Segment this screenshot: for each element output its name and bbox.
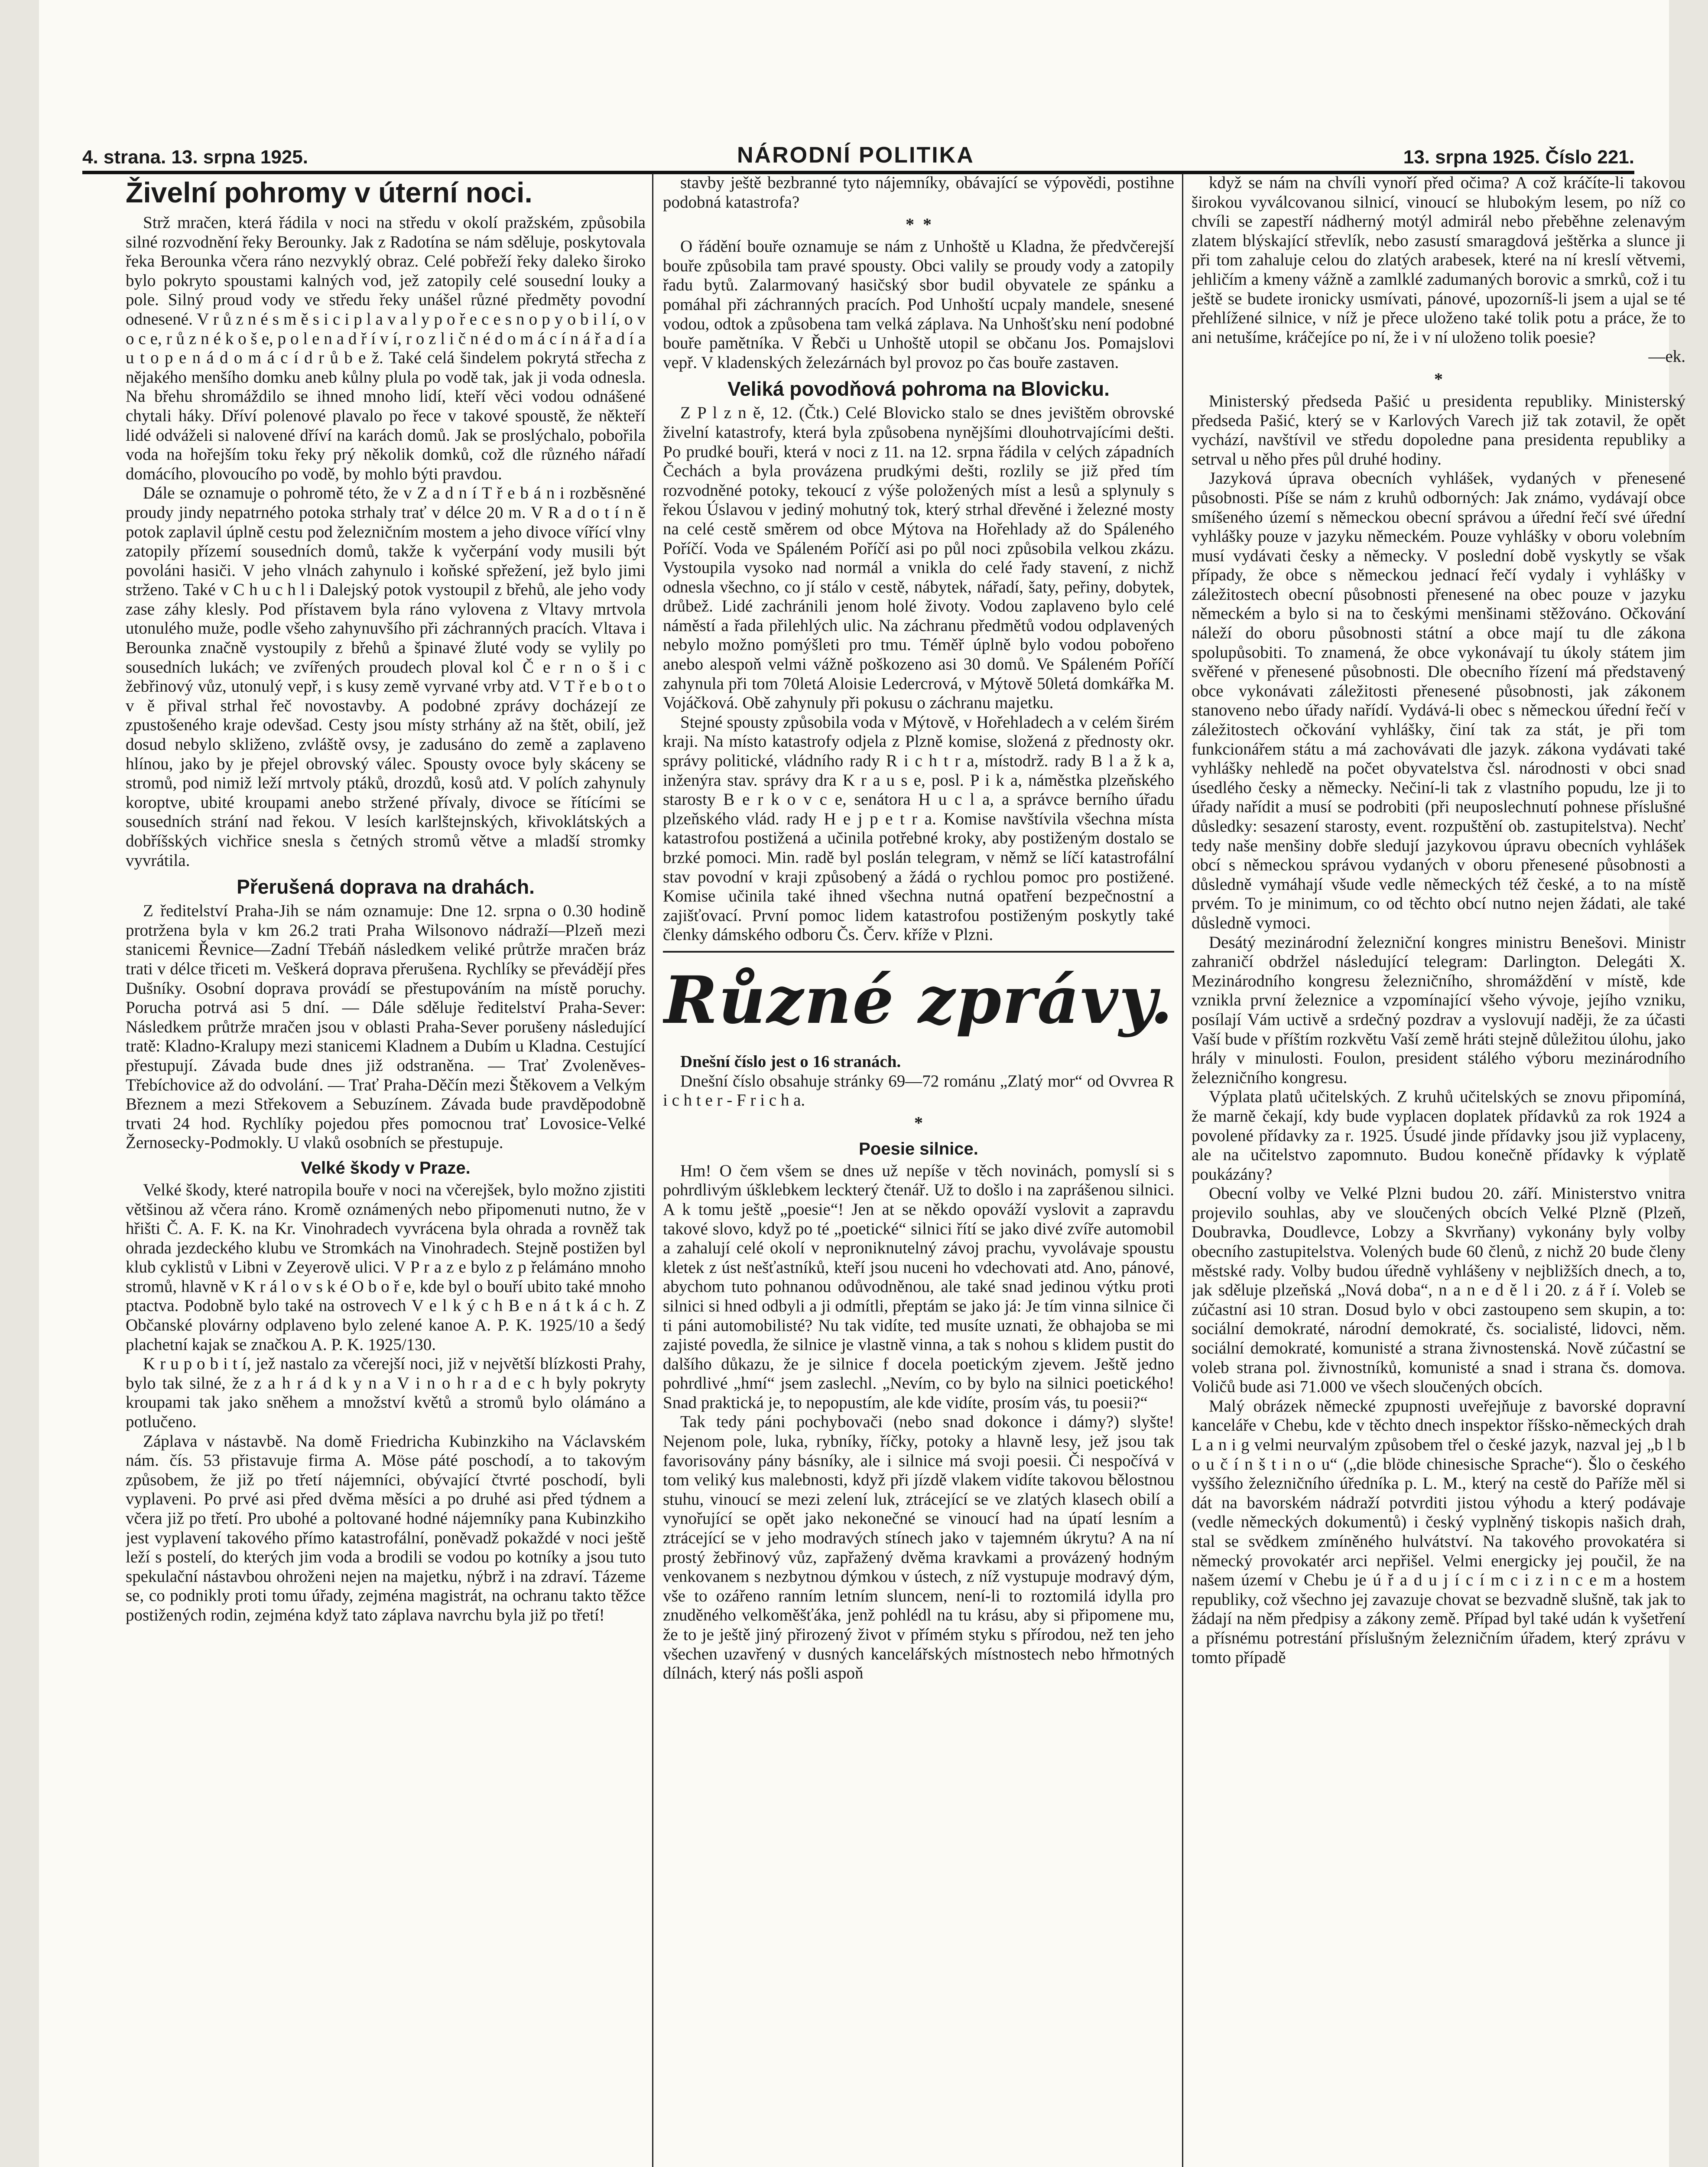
separator-star: *: [1434, 369, 1443, 389]
article-paragraph: Dále se oznamuje o pohromě této, že v Z a d n í T ř e b á n i rozběsněné proudy jindy nepatrného potoka strhaly trať v délce 20 m. V R a d o t í n ě potok zaplavil úplně cestu pod železničním mostem a jeho divoce vířící vlny zatopily přízemí sousedních domů, takže k vyčerpání vody musili být povoláni hasiči. V jeho vlnách zahynulo i koňské spřežení, jež bylo jimi strženo. Také v C h u c h l i Dalejský potok vystoupil z břehů, ale jeho vody zase záhy klesly. Pod přístavem byla ráno vylovena z Vltavy mrtvola utonulého muže, podle všeho zahynuvšího při záchranných pracích. Vltava i Berounka značně vystoupily z břehů a špinavé žluté vody se vylily po sousedních lukách; ve zvířených proudech ploval kol Č e r n o š i c žebřinový vůz, utonulý vepř, i s kusy země vyrvané vrby atd. V T ř e b o t o v ě přival strhal řeč novostavby. A podobné zprávy docházejí ze zpustošeného kraje odevšad. Cesty jsou místy strhány až na štět, obilí, jež dosud nebylo skliženo, zvláště ovsy, je zadusáno do země a zaplaveno hlínou, jako by je přejel obrovský válec. Spousty ovoce byly skáceny se stromů, pod nimiž leží mrtvoly ptáků, drozdů, kosů atd. V polích zahynuly koroptve, ubité kroupami anebo stržené přívaly, divoce se řítícími se sousedních strání nad řekou. V lesích karlštejnských, křivoklátských a dobříšských vichřice snesla s četných stromů větve a mladší stromky vyvrátila.: [126, 484, 646, 870]
article-paragraph: Stejné spousty způsobila voda v Mýtově, v Hořehladech a v celém širém kraji. Na místo katastrofy odjela z Plzně komise, složená z přednosty okr. správy politické, vládního rady R i c h t r a, místodrž. rady B l a ž k a, inženýra stav. správy dra K r a u s e, posl. P i k a, náměstka plzeňského starosty B e r k o v c e, senátora H u c l a, a správce berního úřadu plzeňského vlád. rady H e j p e t r a. Komise navštívila všechna místa katastrofou postižená a učinila potřebné kroky, aby postiženým dostalo se brzké pomoci. Min. radě byl poslán telegram, v němž se líčí katastrofální stav povodní v kraji způsobený a žádá o rychlou pomoc pro postižené. Komise učinila také ihned všechna nutná opatření bezpečnostní a zajišťovací. První pomoc lidem katastrofou postiženým poskytly také členky dámského odboru Čs. Červ. kříže v Plzni.: [663, 713, 1174, 944]
header-date-left: 4. strana. 13. srpna 1925.: [82, 146, 308, 168]
column-1: [126, 173, 646, 2167]
article-paragraph: Strž mračen, která řádila v noci na středu v okolí pražském, způsobila silné rozvodnění řeky Berounky. Jak z Radotína se nám sděluje, poskytovala řeka Berounka včera ráno nezvyklý obraz. Celé pobřeží řeky daleko široko bylo pokryto spoustami kalných vod, jež zatopily celé sousední louky a pole. Silný proud vody ve středu řeky unášel různé předměty povodní odnesené. V r ů z n é s m ě s i c i p l a v a l y p o ř e c e s n o p y o b i l í, o v o c e, r ů z n é k o š e, p o l e n a d ř í v í, r o z l i č n é d o m á c í n á ř a d í a u t o p e n á d o m á c í d r ů b e ž. Také celá šindelem pokrytá střecha z nějakého menšího domku aneb kůlny plula po vodě tak, jak ji voda odnesla. Na břehu shromáždilo se ihned mnoho lidí, kteří věci vodou odnášené chytali háky. Dříví polenové plavalo po řece v takové spoustě, že někteří lidé odváželi si nalovené dříví na karách domů. Jak se proslýchalo, pobořila voda na hořejším toku řeky prý několik domků, což dle různého nářadí domácího, plovoucího po vodě, by mohlo býti pravdou.: [126, 213, 646, 483]
article-paragraph: stavby ještě bezbranné tyto nájemníky, obávající se výpovědi, postihne podobná katastrofa?: [663, 173, 1174, 211]
column-3: [1192, 173, 1685, 2167]
article-paragraph: Tak tedy páni pochybovači (nebo snad dokonce i dámy?) slyšte! Nejenom pole, luka, rybníky, říčky, potoky a hlavně lesy, jež jsou tak favorisovány pány básníky, ale i silnice má svoji poesii. Či nespočívá v tom veliký kus malebnosti, když při jízdě vlakem vidíte takovou bělostnou stuhu, vinoucí se mezi zelení luk, ztrácející se ve zlatých klasech obilí a vynořující se opět jako nekonečné se vinoucí had na úpatí lesním a ztrácející se v jeho modravých stínech jako v tajemném úkrytu? A na ní prostý žebřinový vůz, zapřažený dvěma kravkami a provázený hodným venkovanem s nezbytnou dýmkou v ústech, z níž vystupuje modravý dým, vše to ozářeno ranním letním sluncem, není-li to roztomilá idylla pro znuděného velkoměšťáka, jenž pohlédl na tu krásu, aby si připomene mu, že to je ještě jiný přirozený život v přímém styku s přírodou, než ten jeho všechen uzavřený v dusných kancelářských místnostech nebo hřmotných dílnách, který nás pošli aspoň: [663, 1412, 1174, 1683]
article-paragraph: Z P l z n ě, 12. (Čtk.) Celé Blovicko stalo se dnes jevištěm obrovské živelní katastrofy, která byla způsobena nynějšími dlouhotrvajícími dešti. Po prudké bouři, která v noci z 11. na 12. srpna řádila v celých západních Čechách a byla provázena prudkými dešti, rozlily se již před tím rozvodněné potoky, tekoucí z výše položených míst a lesů a splynuly s řekou Úslavou v jediný mohutný tok, který strhal dřevěné i železné mosty na celé cestě směrem od obce Mýtova na Hořehlady až do Spáleného Poříčí. Voda ve Spáleném Poříčí asi po půl noci způsobila velkou zkázu. Vystoupila vysoko nad normál a vnikla do celé řady stavení, z nichž odnesla všechno, co jí stálo v cestě, nábytek, nářadí, šaty, peřiny, dobytek, drůbež. Lidé zachránili jenom holé životy. Vodou zaplaveno bylo celé náměstí a řada přilehlých ulic. Na záchranu předmětů vodou odplavených nebylo možno pomýšleti pro tmu. Téměř úplně bylo vodou pobořeno anebo alespoň velmi vážně poškozeno asi 30 domů. Ve Spáleném Poříčí zahynula při tom 70letá Aloisie Ledercrová, v Mýtově 50letá domkářka M. Vojáčková. Obě zahynuly při pokusu o záchranu majetku.: [663, 403, 1174, 713]
article-paragraph: Desátý mezinárodní železniční kongres ministru Benešovi. Ministr zahraničí obdržel následující telegram: Darlington. Delegáti X. Mezinárodního kongresu železničního, shromáždění v místě, kde vznikla první železnice a vzpomínající všeho vývoje, jejího vzniku, posílají Vám uctivě a srdečný pozdrav a vyslovují naději, že za účasti Vaší bude v příštím rozkvětu Vaší země hráti stejně důležitou úlohu, jako hrály v minulosti. Foulon, president stálého výboru mezinárodního železničního kongresu.: [1192, 933, 1685, 1087]
header-date-right: 13. srpna 1925. Číslo 221.: [1403, 146, 1634, 168]
section-heading: Přerušená doprava na drahách.: [237, 875, 535, 898]
article-paragraph: Záplava v nástavbě. Na domě Friedricha Kubinzkiho na Václavském nám. čís. 53 přistavuje firma A. Möse páté poschodí, a to takovým způsobem, že již po třetí nájemníci, obývající čtvrté poschodí, byli vyplaveni. Po prvé asi před dvěma měsíci a po druhé asi před týdnem a včera již po třetí. Pro ubohé a poltované hodné nájemníky pana Kubinzkiho jest vyplavení takového přímo katastrofální, poněvadž pokaždé v noci ještě leží s postelí, do kterých jim voda a brodili se vodou po kotníky a jsou tuto spekulační nástavbou ohroženi nejen na majetku, nýbrž i na zdraví. Tázeme se, co podnikly proti tomu úřady, zejména magistrát, na ochranu takto těžce postižených rodin, zejména když tato záplava navrchu byla již po třetí!: [126, 1432, 646, 1624]
separator-stars: * *: [906, 215, 932, 234]
article-paragraph: O řádění bouře oznamuje se nám z Unhoště u Kladna, že předvčerejší bouře způsobila tam pravé spousty. Obci valily se proudy vody a zatopily řadu bytů. Zalarmovaný hasičský sbor budil obyvatele ze spánku a pomáhal při záchranných pracích. Pod Unhoští ucpaly mandele, snesené vodou, odtok a způsobena tam velká záplava. Na Unhošťsku není podobné bouře pamětníka. V Řebči u Unhoště utopil se občanu Jos. Pomajslovi vepř. V kladenských železárnách byl provoz po čas bouře zastaven.: [663, 237, 1174, 372]
article-paragraph: Velké škody, které natropila bouře v noci na včerejšek, bylo možno zjistiti většinou až včera ráno. Kromě oznámených nebo připomenuti nutno, že v hřišti Č. A. F. K. na Kr. Vinohradech vyvrácena byla ohrada a rovněž tak ohrada jezdeckého klubu ve Stromkách na Vinohradech. Stejně postižen byl klub cyklistů v Libni v Zeyerově ulici. V P r a z e bylo z p řelámáno mnoho stromů, hlavně v K r á l o v s k é O b o ř e, kde byl o bouří ubito také mnoho ptactva. Podobně bylo také na ostrovech V e l k ý c h B e n á t k á c h. Z Občanské plovárny odplaveno bylo zelené kanoe A. P. K. 1925/10 a šedý plachetní kajak se značkou A. P. K. 1925/130.: [126, 1180, 646, 1354]
article-paragraph: Malý obrázek německé zpupnosti uveřejňuje z bavorské dopravní kanceláře v Chebu, kde v těchto dnech inspektor říšsko-německých drah L a n i g velmi neurvalým způsobem třel o české jazyk, nazval jej „b l b o u č í n š t i n o u“ („die blöde chinesische Sprache“). Šlo o českého vyššího železničního úředníka p. L. M., který na cestě do Paříže měl si dát na bavorském nádraží potvrditi jistou výhodu a který podávaje (vedle německých dokumentů) i český vyplněný tiskopis našich drah, stal se svědkem zmíněného hulvátství. Na takového provokatéra si německý provokatér arci nepřišel. Velmi energicky jej poučil, že na našem území v Chebu je ú ř a d u j í c í m c i z i n c e m a hostem republiky, což všechno jej zavazuje chovat se bezvadně slušně, tak jak to žádají na něm předpisy a zákony země. Případ byl také udán k vyšetření a přísnému potrestání příslušným železničním úřadem, který zprávu v tomto případě: [1192, 1396, 1685, 1667]
article-title: Živelní pohromy v úterní noci.: [126, 176, 533, 208]
section-heading: Velké škody v Praze.: [301, 1158, 471, 1178]
article-paragraph: když se nám na chvíli vynoří před očima? A což kráčíte-li takovou širokou vyválcovanou silnicí, vinoucí se hlubokým lesem, po níž co chvíli se zapestří nádherný motýl admirál nebo přeběhne zelenavým zlatem blýskající střevlík, nebo zasustí smaragdová ještěrka a slunce ji při tom zahaluje celou do zlatých arabesek, které na ní kreslí větvemi, jehličím a kmeny vážně a zamlklé zadumaných borovic a smrků, což i tu ještě se budete ironicky usmívati, pánové, upozorníš-li jsem a ujal se té přehlížené silnice, v níž je přece uloženo také tolik potu a práce, že to ani netušíme, kráčejíce po ní, že i v ní uloženo tolik poesie?: [1192, 173, 1685, 347]
divider-rule: [663, 951, 1174, 953]
newspaper-page: [39, 0, 1685, 2167]
rubric-title: Různé zprávy.: [663, 962, 1174, 1038]
separator-star: *: [914, 1113, 923, 1132]
article-paragraph: Ministerský předseda Pašić u presidenta republiky. Ministerský předseda Pašić, který se v Karlových Varech již tak zotavil, že opět vychází, navštívil ve středu dopoledne pana presidenta republiky a setrval u něho přes půl druhé hodiny.: [1192, 391, 1685, 469]
notice: Dnešní číslo jest o 16 stranách.: [680, 1052, 901, 1071]
article-paragraph: K r u p o b i t í, jež nastalo za včerejší noci, již v největší blízkosti Prahy, bylo tak silné, že z a h r á d k y n a V i n o h r a d e c h byly pokryty kroupami tak jako sněhem a množství květů a stromů bylo olámáno a potlučeno.: [126, 1354, 646, 1432]
section-heading: Poesie silnice.: [859, 1139, 978, 1158]
article-paragraph: Výplata platů učitelských. Z kruhů učitelských se znovu připomíná, že marně čekají, kdy bude vyplacen doplatek přídavků za rok 1924 a povolené přídavky za r. 1925. Úsudé jinde přídavky jsou již vyplaceny, ale na učitelstvo zapomnuto. Budou konečně přídavky k výplatě poukázány?: [1192, 1087, 1685, 1184]
column-divider: [1182, 173, 1183, 2167]
section-heading: Veliká povodňová pohroma na Blovicku.: [727, 377, 1110, 400]
column-divider: [652, 173, 653, 2167]
article-paragraph: Dnešní číslo obsahuje stránky 69—72 románu „Zlatý mor“ od Ovvrea R i c h t e r - F r i c h a.: [663, 1071, 1174, 1110]
page-header: [82, 138, 1634, 174]
masthead-title: NÁRODNÍ POLITIKA: [737, 143, 974, 168]
article-paragraph: Obecní volby ve Velké Plzni budou 20. září. Ministerstvo vnitra projevilo souhlas, aby ve sloučených obcích Velké Plzně (Plzeň, Doubravka, Doudlevce, Lobzy a Skvrňany) vykonány byly volby obecního zastupitelstva. Volených bude 60 členů, z nichž 20 bude členy městské rady. Volby budou úředně vyhlášeny v nejbližších dnech, a to, jak sděluje plzeňská „Nová doba“, n a n e d ě l i 20. z á ř í. Voleb se zúčastní asi 10 stran. Dosud bylo v obci zastoupeno sem skupin, a to: sociální demokraté, národní demokraté, čs. socialisté, lidovci, něm. sociální demokraté, komunisté a strana živnostenská. Nově zúčastní se voleb strana pol. živnostníků, komunisté a snad i strana čs. domova. Voličů bude asi 71.000 ve všech sloučených obcích.: [1192, 1184, 1685, 1396]
article-paragraph: Hm! O čem všem se dnes už nepíše v těch novinách, pomyslí si s pohrdlivým úšklebkem leckterý čtenář. Už to došlo i na zaprášenou silnici. A k tomu ještě „poesie“! Jen at se někdo opováží vyslovit a zapravdu takové slovo, když po té „poetické“ silnici řítí se jako divé zvíře automobil a zahalují celé okolí v neproniknutelný závoj prachu, vyvolávaje spoustu kletek z úst nešťastníků, kteří jsou nuceni ho vdechovati atd. Ano, pánové, abychom tuto pohnanou odůvodněnou, ale také snad jedinou výtku proti silnici si hned odbyli a ji odmítli, přeptám se jako já: Je tím vinna silnice či ti páni automobilisté? Nu tak vidíte, ted musíte uznati, že obhajoba se mi zajisté povedla, že silnice je vlastně vinna, a tak s nohou s klidem pustit do dalšího důkazu, že je silnice f docela poetickým zjevem. Ještě jedno pohrdlivé „hmí“ jsem zaslechl. „Nevím, co by bylo na silnici poetického! Snad praktická je, to nepopustím, ale kde vidíte, prosím vás, tu poesii?“: [663, 1161, 1174, 1412]
author-signature: —ek.: [1648, 347, 1685, 366]
article-paragraph: Z ředitelství Praha-Jih se nám oznamuje: Dne 12. srpna o 0.30 hodině protržena byla v km 26.2 trati Praha Wilsonovo nádraží—Plzeň mezi stanicemi Řevnice—Zadní Třebáň následkem veliké průtrže mračen bráz trati v délce třiceti m. Veškerá doprava přerušena. Rychlíky se převádějí přes Dušníky. Osobní doprava provádí se přestupováním na místě poruchy. Porucha potrvá asi 5 dní. — Dále sděluje ředitelství Praha-Sever: Následkem průtrže mračen jsou v oblasti Praha-Sever porušeny následující tratě: Kladno-Kralupy mezi stanicemi Kladnem a Dubím u Kladna. Cestující přestupují. Závada bude dnes již odstraněna. — Trať Zvoleněves-Třebíchovice až do odvolání. — Trať Praha-Děčín mezi Štěkovem a Velkým Březnem a mezi Střekovem a Sebuzínem. Závada bude pravděpodobně trvati 24 hod. Rychlíky pojedou přes pomocnou trať Lovosice-Velké Žernosecky-Podmokly. U vlaků osobních se přestupuje.: [126, 901, 646, 1152]
article-paragraph: Jazyková úprava obecních vyhlášek, vydaných v přenesené působnosti. Píše se nám z kruhů odborných: Jak známo, vydávají obce smíšeného území s německou obecní správou a úřední řečí své úřední vyhlášky pouze v jazyku německém. Pouze vyhlášky v oboru volebním musí vydávati česky a německy. V poslední době vyskytly se však případy, že obce s německou jednací řečí vydaly i vyhlášky v záležitostech obecní působnosti přenesené na obec pouze v jazyku německém a bylo si na to českými menšinami stěžováno. Očkování náleží do oboru působnosti státní a obce mají tu dle zákona spolupůsobiti. To znamená, že obce vykonávají tu úkoly státem jim svěřené v přenesené působnosti. Dle obecního řízení má představený obce vykonávati záležitosti přenesené působnosti, jak zákonem stanoveno nebo úřady nařídí. Vydává-li obec s německou úřední řečí v záležitostech očkování vyhlášky, činí tak za stát, je při tom funkcionářem státu a má zachovávati dle jazyk. zákona vydávati také vyhlášky nehledě na počet obyvatelstva čsl. národnosti v obci snad úsedlého česky a německy. Nečiní-li tak z vlastního popudu, lze ji to úřady nařídit a musí se podrobiti (při neuposlechnutí pohnese příslušné důsledky: sesazení starosty, event. rozpuštění ob. zastupitelstva). Nechť tedy naše menšiny dobře sledují jazykovou úpravu obecních vyhlášek obcí s německou správou vydaných v oboru přenesené působnosti a důsledně vymáhají všude vedle německých též české, a to na místě prvém. To je minimum, co od těchto obcí nutno nejen žádati, ale také důsledně vymoci.: [1192, 469, 1685, 932]
column-2: [663, 173, 1174, 2167]
